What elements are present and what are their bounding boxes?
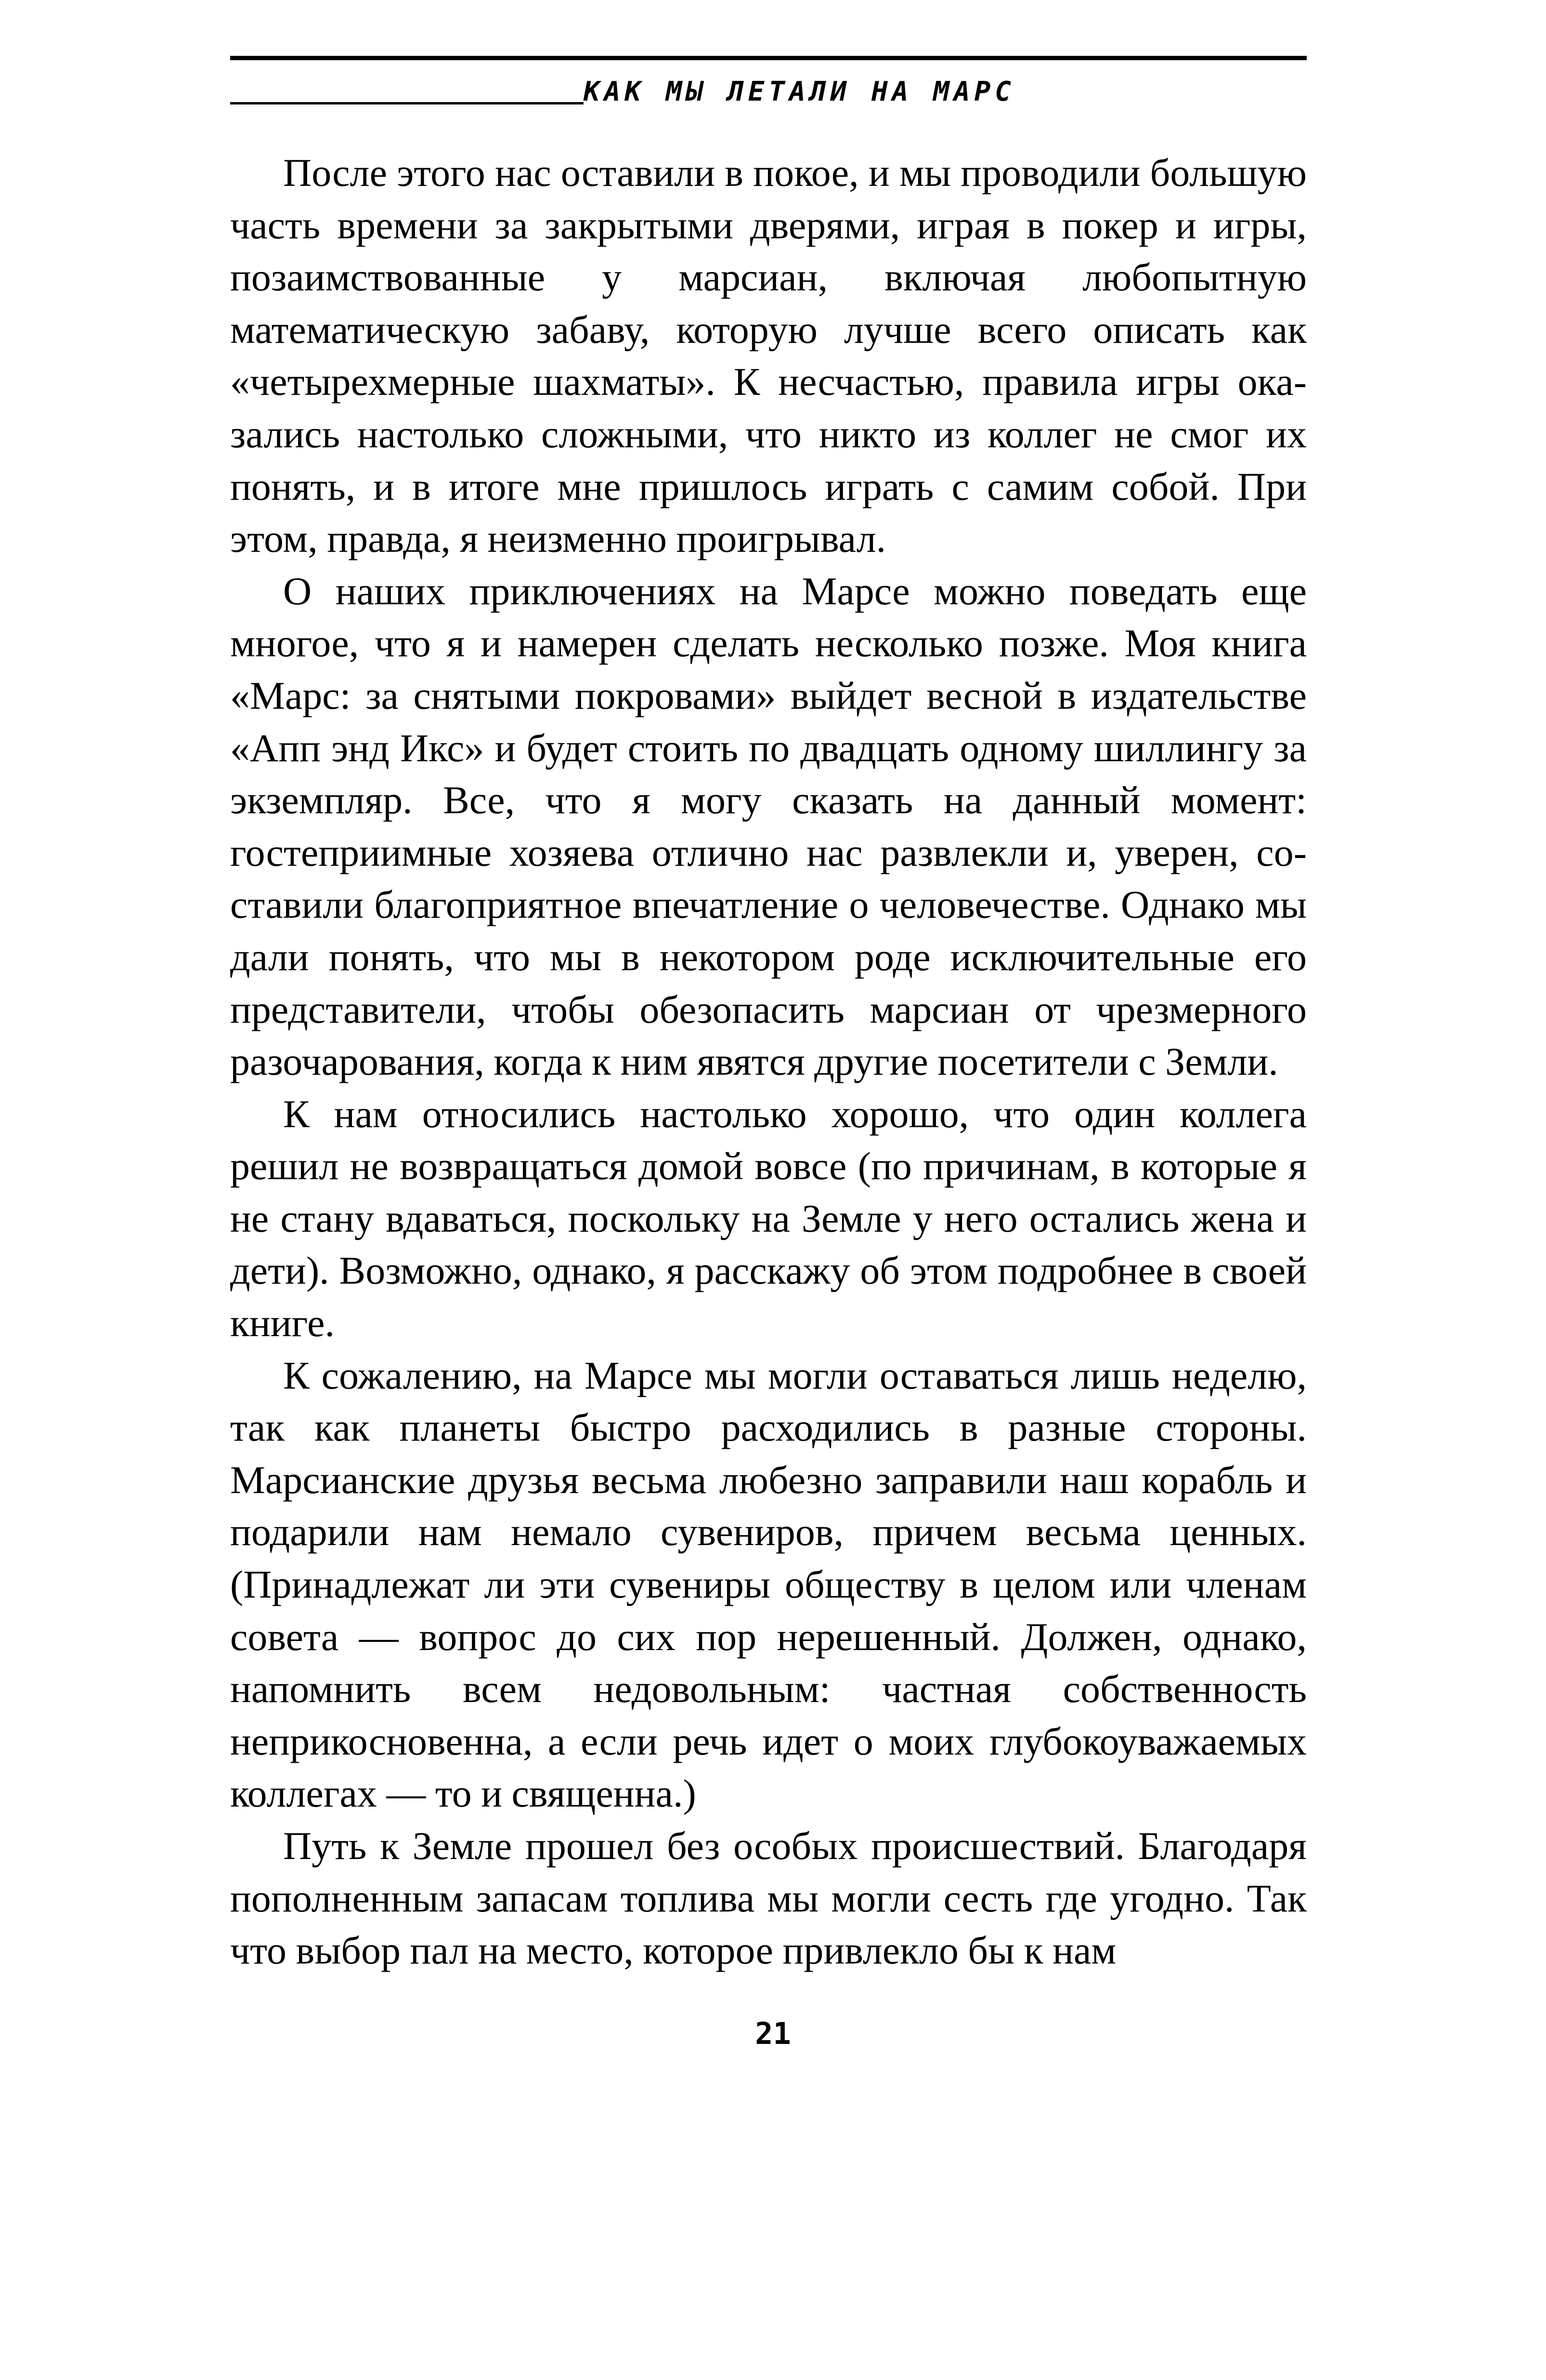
header-rule-left <box>230 102 584 104</box>
paragraph: К нам относились настолько хорошо, что один коллега решил не возвращаться домой вовсе (по причинам, в которые я не стану вдаваться, поскольку на Земле у него остались жена и дети). Возможно, однако, я расскажу об этом подробнее в своей книге. <box>230 1092 1307 1345</box>
header-rule-top <box>230 56 1307 60</box>
running-head-title: КАК МЫ ЛЕТАЛИ НА МАРС <box>584 76 1016 107</box>
page-number: 21 <box>755 2016 791 2051</box>
body-text <box>230 147 1307 1977</box>
paragraph: Путь к Земле прошел без особых происшествий. Благодаря пополненным запасам топлива мы могли сесть где угодно. Так что выбор пал на место, которое привлекло бы к нам <box>230 1824 1307 1973</box>
paragraph: После этого нас оставили в покое, и мы проводили большую часть времени за закрытыми дверями, играя в покер и игры, позаимствованные у марсиан, включая любопытную математическую забаву, которую лучше всего описать как «четырехмерные шахматы». К несчастью, правила игры оказались настолько сложными, что никто из коллег не смог их понять, и в итоге мне пришлось играть с самим собой. При этом, правда, я неизменно проигрывал. <box>230 151 1307 561</box>
paragraph: К сожалению, на Марсе мы могли оставаться лишь неделю, так как планеты быстро расходились в разные стороны. Марсианские друзья весьма любезно заправили наш корабль и подарили нам немало сувениров, причем весьма ценных. (Принадлежат ли эти сувениры обществу в целом или членам совета — вопрос до сих пор нерешенный. Должен, однако, напомнить всем недовольным: частная собственность неприкосновенна, а если речь идет о моих глубокоуважаемых коллегах — то и священна.) <box>230 1353 1307 1816</box>
paragraph: О наших приключениях на Марсе можно поведать еще многое, что я и намерен сделать несколько позже. Моя книга «Марс: за снятыми покровами» выйдет весной в издательстве «Апп энд Икс» и будет стоить по двадцать одному шиллингу за экземпляр. Все, что я могу сказать на данный момент: гостеприимные хозяева отлично нас развлекли и, уверен, составили благоприятное впечатление о человечестве. Однако мы дали понять, что мы в некотором роде исключительные его представители, чтобы обезопасить марсиан от чрезмерного разочарования, когда к ним явятся другие посетители с Земли. <box>230 569 1307 1084</box>
